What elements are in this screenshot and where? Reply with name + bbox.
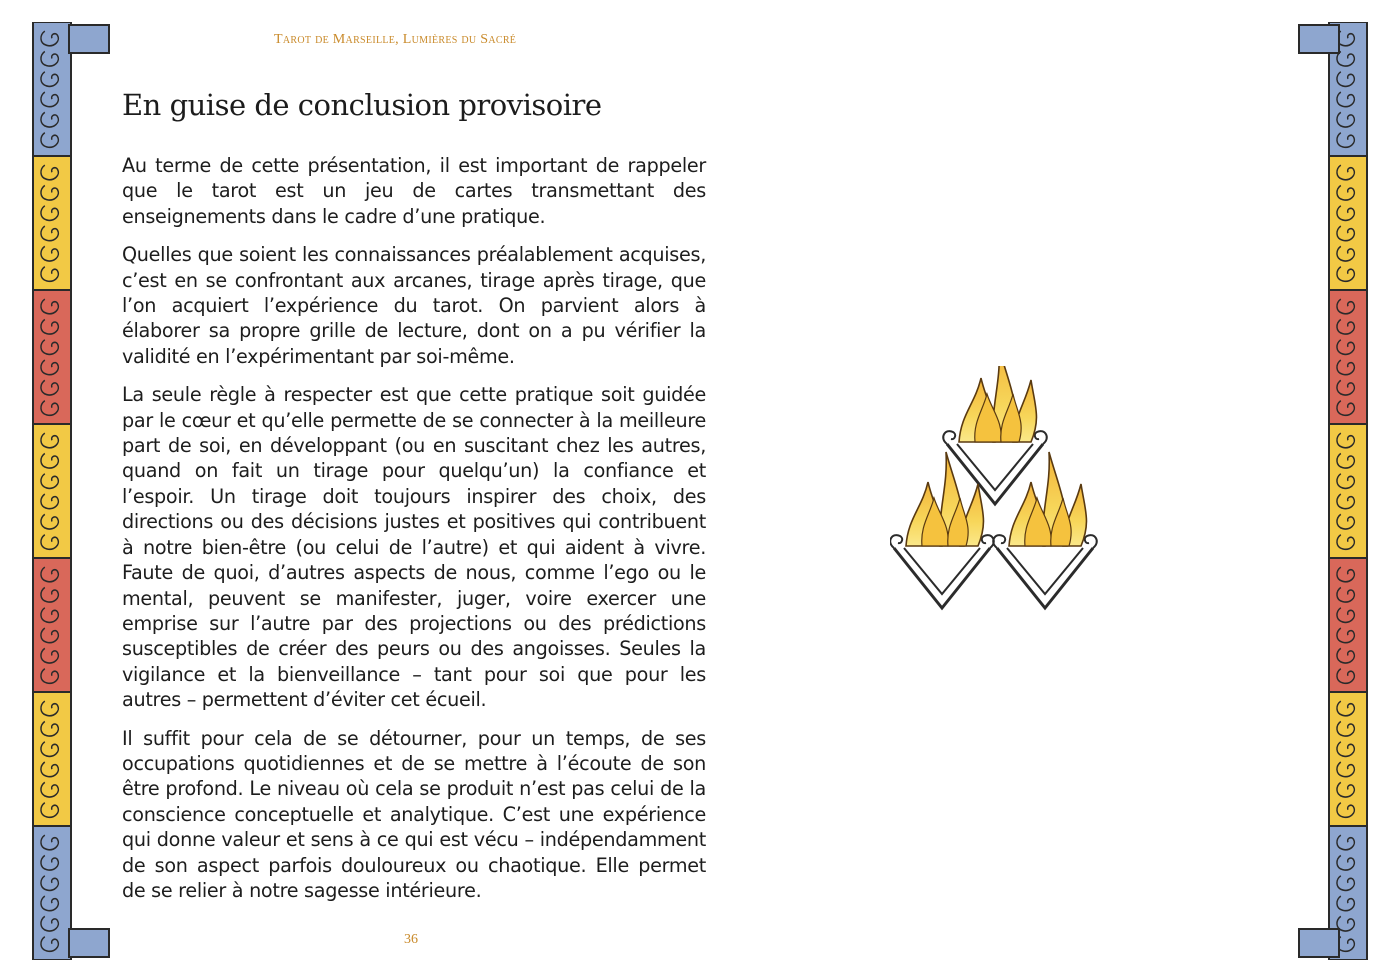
- right-border-top-bracket: [1298, 24, 1340, 54]
- border-segment-red: [32, 290, 72, 424]
- paragraph: Au terme de cette présentation, il est important de rappeler que le tarot est un jeu de cartes transmettant des enseignements dans le cadre d’une pratique.: [122, 154, 706, 228]
- border-segment-blue: [32, 826, 72, 960]
- right-decorative-border: [1328, 22, 1368, 960]
- paragraph: Il suffit pour cela de se détourner, pour un temps, de ses occupations quotidiennes et de se mettre à l’écoute de son être profond. Le niveau où cela se produit n’est pas celui de la conscience conceptuelle et analytique. C’est une expérience qui donne valeur et sens à ce qui est vécu – indépendamment de son aspect parfois douloureux ou chaotique. Elle permet de se relier à notre sagesse intérieure.: [122, 726, 706, 902]
- border-segment-red: [1328, 290, 1368, 424]
- border-segment-red: [1328, 558, 1368, 692]
- right-border-bottom-bracket: [1298, 928, 1340, 958]
- paragraph: La seule règle à respecter est que cette pratique soit guidée par le cœur et qu’elle permette de se connecter à la meilleure part de soi, en développant (ou en suscitant chez les autres, quand on fait un tirage pour quelqu’un) la confiance et l’espoir. Un tirage doit toujours inspirer des choix, des directions ou des décisions justes et positives qui contribuent à notre bien-être (ou celui de l’autre) et qui aident à vivre. Faute de quoi, d’autres aspects de nous, comme l’ego ou le mental, peuvent se manifester, juger, voire exercer une emprise sur l’autre par des projections ou des prédictions susceptibles de créer des peurs ou des angoisses. Seules la vigilance et la bienveillance – tant pour soi que pour les autres – permettent d’éviter cet écueil.: [122, 383, 706, 712]
- border-segment-red: [32, 558, 72, 692]
- page-title: En guise de conclusion provisoire: [122, 88, 602, 122]
- border-segment-yellow: [1328, 156, 1368, 290]
- border-segment-yellow: [32, 692, 72, 826]
- running-head: Tarot de Marseille, Lumières du Sacré: [274, 32, 517, 47]
- left-border-bottom-bracket: [68, 928, 110, 958]
- body-text: [122, 153, 706, 916]
- border-segment-blue: [32, 22, 72, 156]
- border-segment-yellow: [32, 156, 72, 290]
- left-border-top-bracket: [68, 24, 110, 54]
- three-flame-chevrons-icon: [890, 366, 1100, 622]
- paragraph: Quelles que soient les connaissances préalablement acquises, c’est en se confrontant aux arcanes, tirage après tirage, que l’on acquiert l’expérience du tarot. On parvient alors à élaborer sa propre grille de lecture, dont on a pu vérifier la validité en l’expérimentant par soi-même.: [122, 243, 706, 368]
- border-segment-yellow: [32, 424, 72, 558]
- border-segment-yellow: [1328, 424, 1368, 558]
- left-decorative-border: [32, 22, 72, 960]
- border-segment-yellow: [1328, 692, 1368, 826]
- page-number: 36: [404, 932, 418, 947]
